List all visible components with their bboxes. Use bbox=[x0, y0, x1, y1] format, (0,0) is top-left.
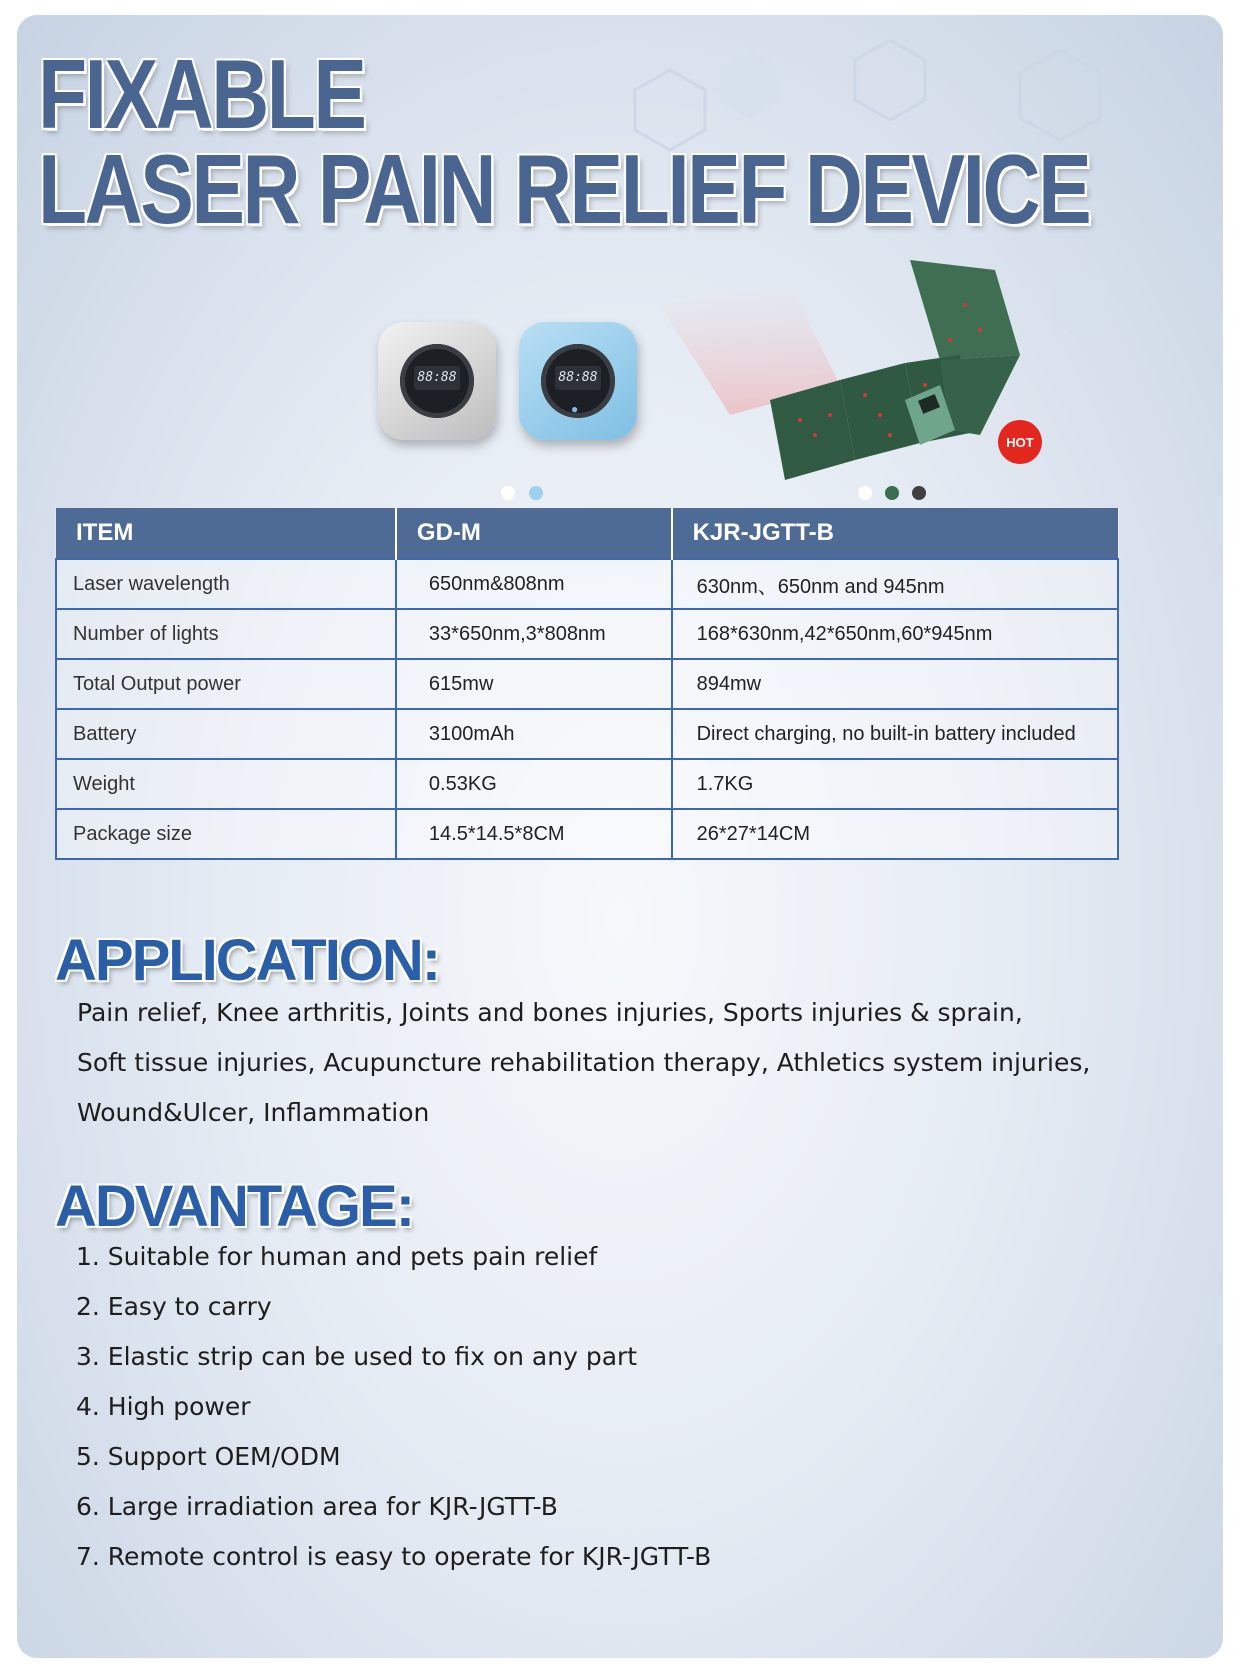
table-row bbox=[56, 809, 1118, 859]
table-cell: Number of lights bbox=[56, 609, 396, 659]
hot-badge: HOT bbox=[998, 420, 1042, 464]
device-screen bbox=[400, 344, 474, 418]
list-item: 1. Suitable for human and pets pain relief bbox=[76, 1242, 598, 1271]
table-cell: 3100mAh bbox=[396, 709, 672, 759]
application-line: Wound&Ulcer, Inflammation bbox=[77, 1098, 430, 1127]
list-item: 2. Easy to carry bbox=[76, 1292, 272, 1321]
list-item: 7. Remote control is easy to operate for KJR-JGTT-B bbox=[76, 1542, 712, 1571]
list-item: 3. Elastic strip can be used to fix on any part bbox=[76, 1342, 638, 1371]
title-line-2: LASER PAIN RELIEF DEVICE bbox=[38, 134, 1090, 244]
table-cell: 630nm、650nm and 945nm bbox=[672, 559, 1118, 609]
table-header-row bbox=[56, 508, 1118, 559]
table-cell: Direct charging, no built-in battery included bbox=[672, 709, 1118, 759]
table-cell: Battery bbox=[56, 709, 396, 759]
table-cell: 894mw bbox=[672, 659, 1118, 709]
table-cell: 615mw bbox=[396, 659, 672, 709]
list-item: 6. Large irradiation area for KJR-JGTT-B bbox=[76, 1492, 558, 1521]
application-heading: APPLICATION: bbox=[55, 928, 440, 993]
color-swatch-dark[interactable] bbox=[912, 486, 926, 500]
table-cell: 0.53KG bbox=[396, 759, 672, 809]
table-row bbox=[56, 659, 1118, 709]
application-text bbox=[77, 988, 1090, 1138]
list-item: 5. Support OEM/ODM bbox=[76, 1442, 341, 1471]
table-cell: 33*650nm,3*808nm bbox=[396, 609, 672, 659]
color-swatch-green[interactable] bbox=[885, 486, 899, 500]
paw-icon: ● bbox=[571, 402, 579, 416]
gd-m-device-blue bbox=[519, 322, 637, 440]
table-row bbox=[56, 759, 1118, 809]
spec-table bbox=[55, 508, 1119, 860]
table-row bbox=[56, 609, 1118, 659]
table-row bbox=[56, 559, 1118, 609]
application-line: Pain relief, Knee arthritis, Joints and bones injuries, Sports injuries & sprain, bbox=[77, 998, 1023, 1027]
advantage-heading: ADVANTAGE: bbox=[55, 1174, 414, 1239]
table-header-kjr: KJR-JGTT-B bbox=[672, 508, 1118, 559]
color-swatch-white[interactable] bbox=[501, 486, 515, 500]
color-swatch-blue[interactable] bbox=[529, 486, 543, 500]
table-cell: 14.5*14.5*8CM bbox=[396, 809, 672, 859]
table-header-gd-m: GD-M bbox=[396, 508, 672, 559]
gd-m-device-white bbox=[378, 322, 496, 440]
table-cell: Laser wavelength bbox=[56, 559, 396, 609]
color-swatch-white[interactable] bbox=[858, 486, 872, 500]
advantage-list bbox=[76, 1232, 711, 1582]
table-header-item: ITEM bbox=[56, 508, 396, 559]
title-line-1: FIXABLE bbox=[38, 39, 365, 149]
table-cell: 650nm&808nm bbox=[396, 559, 672, 609]
table-cell: 168*630nm,42*650nm,60*945nm bbox=[672, 609, 1118, 659]
table-cell: 26*27*14CM bbox=[672, 809, 1118, 859]
list-item: 4. High power bbox=[76, 1392, 251, 1421]
table-cell: Package size bbox=[56, 809, 396, 859]
device-display: 88:88 bbox=[555, 366, 601, 390]
device-display: 88:88 bbox=[414, 366, 460, 390]
table-cell: Weight bbox=[56, 759, 396, 809]
application-line: Soft tissue injuries, Acupuncture rehabilitation therapy, Athletics system injuries, bbox=[77, 1048, 1091, 1077]
table-row bbox=[56, 709, 1118, 759]
table-cell: Total Output power bbox=[56, 659, 396, 709]
table-cell: 1.7KG bbox=[672, 759, 1118, 809]
